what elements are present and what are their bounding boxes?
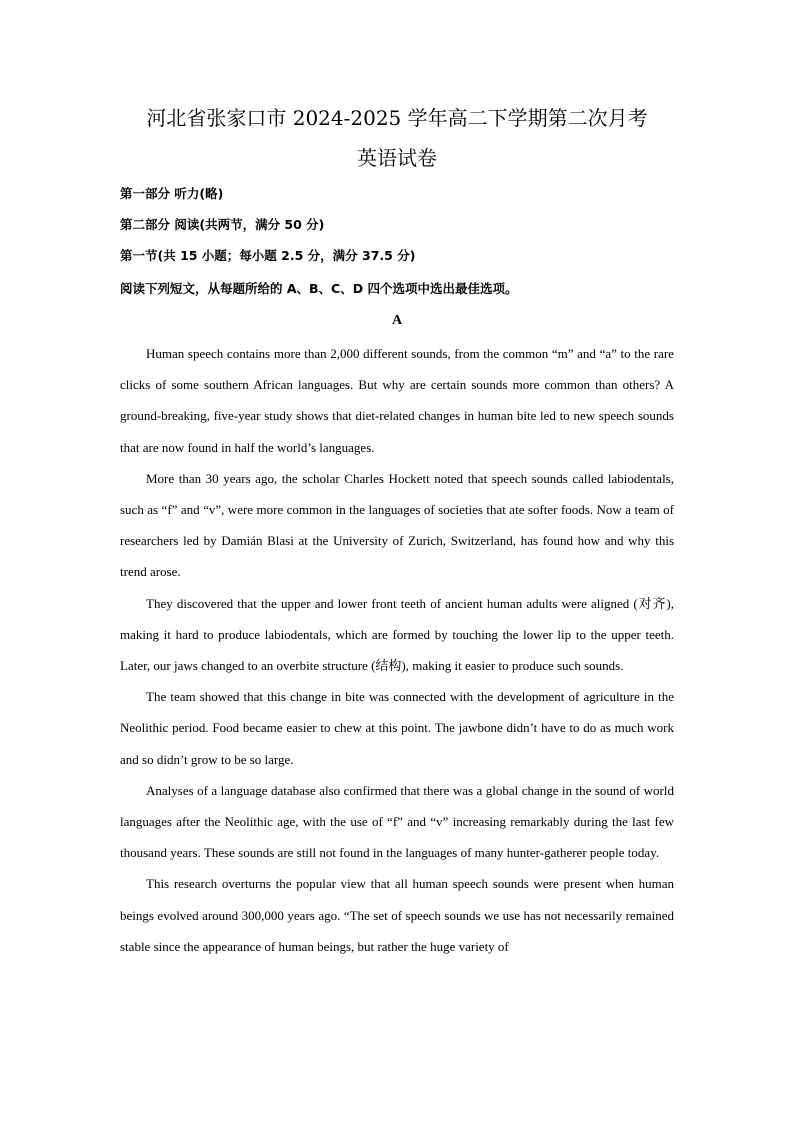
reading-instruction: 阅读下列短文，从每题所给的 A、B、C、D 四个选项中选出最佳选项。 xyxy=(120,281,518,296)
exam-subtitle: 英语试卷 xyxy=(357,146,437,170)
passage-paragraph: They discovered that the upper and lower front teeth of ancient human adults were aligned (对齐), making it hard to produce labiodentals, which are formed by touching the lower lip to the upper teeth. Later, our jaws changed to an overbite structure (结构), making it easier to produce such sounds. xyxy=(120,595,674,674)
passage-label: A xyxy=(391,313,403,328)
passage-paragraph: More than 30 years ago, the scholar Charles Hockett noted that speech sounds called labiodentals, such as “f” and “v”, were more common in the languages of societies that ate softer foods. Now a team of researchers led by Damián Blasi at the University of Zurich, Switzerland, has found how and why this trend arose. xyxy=(120,470,674,580)
passage-body xyxy=(120,338,674,962)
part-two-heading: 第二部分 阅读(共两节，满分 50 分) xyxy=(120,217,325,232)
exam-title: 河北省张家口市 2024-2025 学年高二下学期第二次月考 xyxy=(146,106,648,130)
part-one-heading: 第一部分 听力(略) xyxy=(120,186,224,201)
section-one-heading: 第一节(共 15 小题；每小题 2.5 分，满分 37.5 分) xyxy=(120,248,416,263)
passage-paragraph: The team showed that this change in bite was connected with the development of agriculture in the Neolithic period. Food became easier to chew at this point. The jawbone didn’t have to do as much work and so didn’t grow to be so large. xyxy=(120,689,674,767)
passage-paragraph: Analyses of a language database also confirmed that there was a global change in the sound of world languages after the Neolithic age, with the use of “f” and “v” increasing remarkably during the last few thousand years. These sounds are still not found in the languages of many hunter-gatherer people today. xyxy=(120,782,674,861)
passage-paragraph: This research overturns the popular view that all human speech sounds were present when human beings evolved around 300,000 years ago. “The set of speech sounds we use has not necessarily remained stable since the appearance of human beings, but rather the huge variety of xyxy=(120,876,674,954)
passage-paragraph: Human speech contains more than 2,000 different sounds, from the common “m” and “a” to the rare clicks of some southern African languages. But why are certain sounds more common than others? A ground-breaking, five-year study shows that diet-related changes in human bite led to new speech sounds that are now found in half the world’s languages. xyxy=(120,346,674,455)
